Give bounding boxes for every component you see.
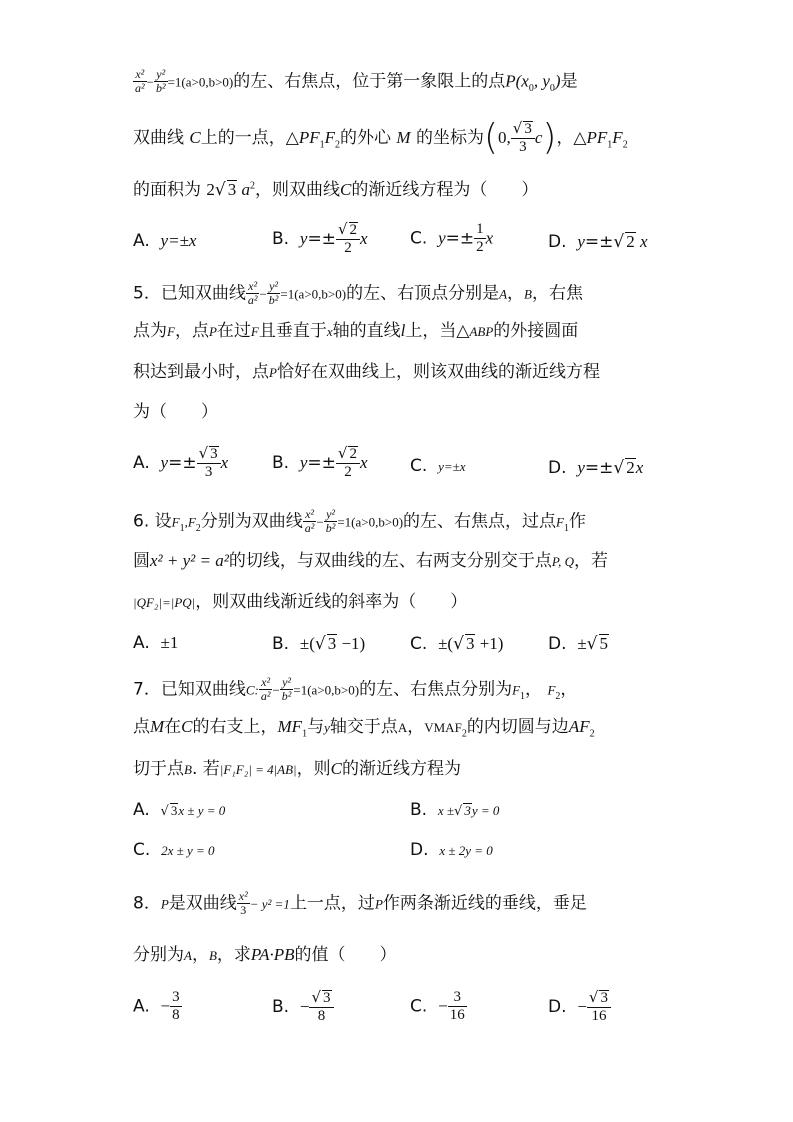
q5-option-a: A. y=± $\frac{√ 3}{3}$ x — [133, 444, 229, 480]
q7-line-2: 点M在C的右支上，$MF_1$与y轴交于点A，$VMAF_2$的内切圆与边$AF_2$ — [133, 717, 595, 740]
q7-line-3: 切于点B. 若|F₁F₂| = 4|AB|，则C的渐近线方程为 — [133, 759, 461, 779]
q7-option-b: B. x ±√ 3y = 0 — [410, 800, 500, 820]
fraction-y2-b2: $\frac{\text{y²}}{\text{b²}}$ — [155, 67, 166, 95]
q7-option-c: C. 2x ± y = 0 — [133, 840, 215, 860]
q8-option-a: A. − $\frac{3}{8}$ — [133, 989, 180, 1023]
q5-option-d: D. y=±√ 2x — [548, 458, 644, 478]
q5-line-2: 点为F，点P在过F且垂直于x轴的直线l上，当△ABP的外接圆面 — [133, 321, 579, 341]
q8-line-1: 8．P是双曲线 $\frac{\text{x²}}{3}$ − y² =1上一点，过P作两条渐近线的垂线，垂足 — [133, 889, 587, 917]
q4-option-c: C. y=± $\frac{1}{2}$ x — [410, 221, 494, 255]
q4-option-a: A. y=±x — [133, 231, 197, 251]
q5-option-c: C. y=±x — [410, 456, 466, 476]
fraction-sqrt3-over-3: $\frac{√ 3}{3}$ — [511, 121, 535, 155]
q7-line-1: 7．已知双曲线C: $\frac{\text{x²}}{\text{a²}}$ − $\frac{\text{y²}}{\text{b²}}$ =1(a>0,b>0)的左、右焦点分别为$F_1$， $F_2$， — [133, 675, 578, 703]
intro-line-3: 的面积为 2√ 3 $a^2$，则双曲线C的渐近线方程为（ ） — [133, 180, 539, 200]
q5-line-1: 5．已知双曲线 $\frac{\text{x²}}{\text{a²}}$ − $\frac{\text{y²}}{\text{b²}}$ =1(a>0,b>0)的左、右顶点分别是A，B，右焦 — [133, 279, 583, 307]
q8-option-b: B. − $\frac{√ 3}{8}$ — [272, 990, 334, 1024]
q6-option-c: C. ±(√ 3 +1) — [410, 634, 504, 654]
fraction-x2-a2: $\frac{\text{x²}}{\text{a²}}$ — [135, 67, 145, 95]
q8-option-d: D. − $\frac{√ 3}{16}$ — [548, 990, 611, 1024]
q4-option-b: B. y=± $\frac{√ 2}{2}$ x — [272, 220, 368, 256]
q6-option-d: D. ±√ 5 — [548, 634, 608, 654]
q5-line-4: 为（ ） — [133, 402, 218, 422]
q8-option-c: C. − $\frac{3}{16}$ — [410, 989, 465, 1023]
q6-line-3: |QF₂|=|PQ|，则双曲线渐近线的斜率为（ ） — [133, 592, 468, 612]
intro-line-1: $\frac{\text{x²}}{\text{a²}}$ − $\frac{\text{y²}}{\text{b²}}$ =1(a>0,b>0)的左、右焦点，位于第一象限上的点$P(x_0$, $y_0$)是 — [135, 67, 578, 95]
q5-option-b: B. y=± $\frac{√ 2}{2}$ x — [272, 444, 368, 480]
q6-option-a: A. ±1 — [133, 633, 179, 653]
intro-line-2: 双曲线 C上的一点，$\triangle PF_1F_2$的外心 M 的坐标为(0, $\frac{√ 3}{3}$ c)，$\triangle PF_1F_2$ — [133, 117, 628, 158]
q5-line-3: 积达到最小时，点P恰好在双曲线上，则该双曲线的渐近线方程 — [133, 362, 600, 382]
q8-line-2: 分别为A，B，求PA·PB的值（ ） — [133, 945, 397, 965]
q7-option-d: D. x ± 2y = 0 — [410, 840, 493, 860]
q4-option-d: D. y=±√ 2 x — [548, 232, 648, 252]
q7-option-a: A. √ 3x ± y = 0 — [133, 800, 226, 820]
q6-option-b: B. ±(√ 3 −1) — [272, 634, 366, 654]
q6-line-1: 6. 设$F_1,F_2$分别为双曲线 $\frac{\text{x²}}{\text{a²}}$ − $\frac{\text{y²}}{\text{b²}}$ =1(a>0,b>0)的左、右焦点，过点$F_1$作 — [133, 507, 586, 535]
q6-line-2: 圆x² + y² = a²的切线，与双曲线的左、右两支分别交于点P, Q，若 — [133, 551, 608, 571]
